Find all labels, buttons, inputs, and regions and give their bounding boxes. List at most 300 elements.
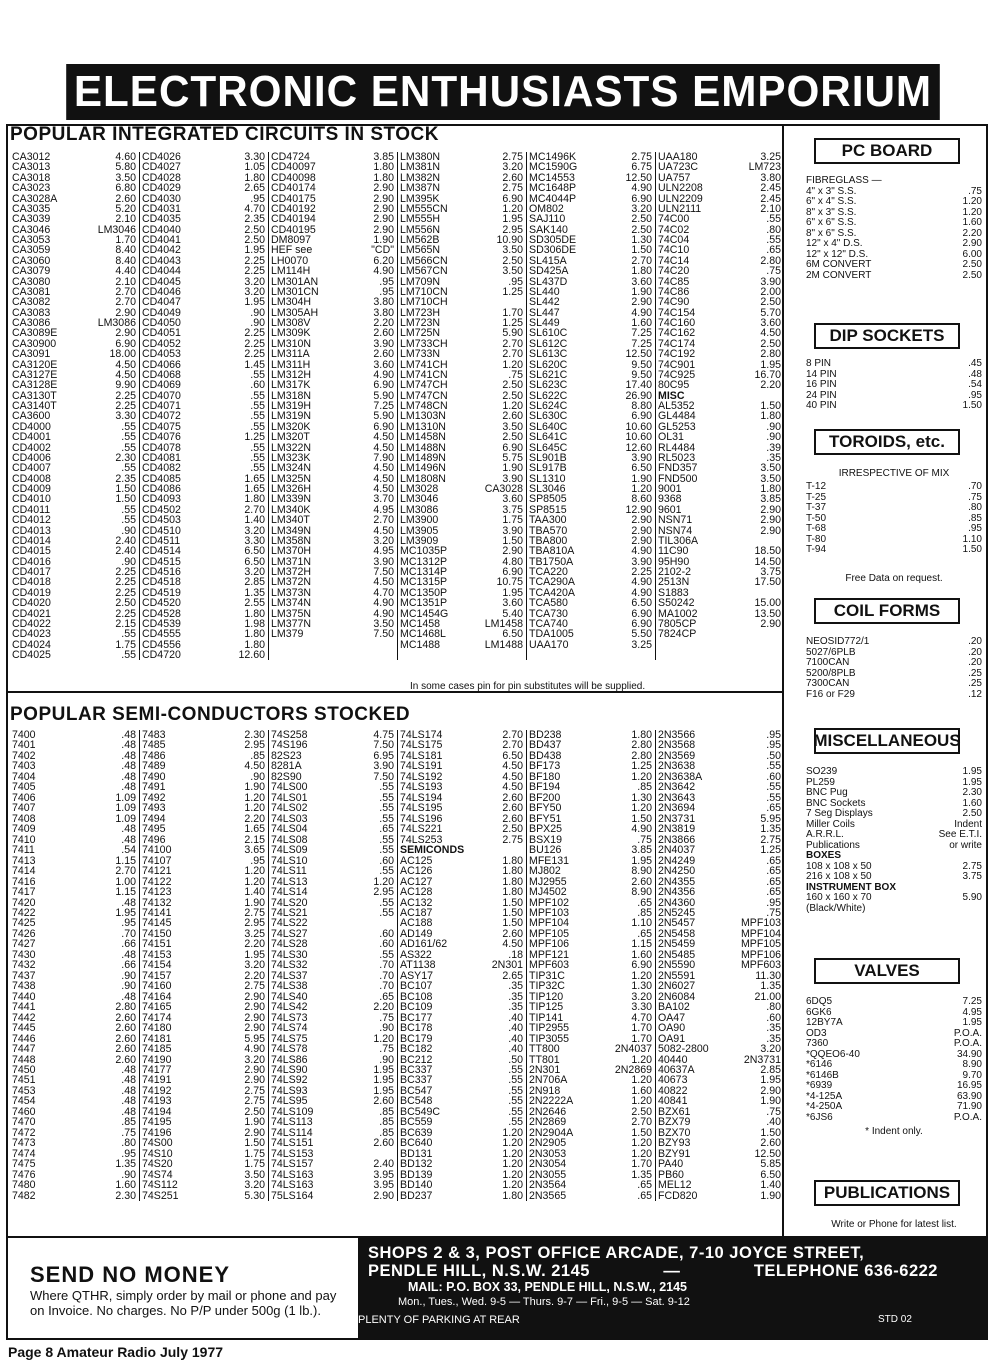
part-number: 7432 <box>12 960 36 971</box>
listing-row <box>400 887 523 897</box>
listing-row <box>658 629 781 639</box>
part-price: 1.35 <box>631 1169 652 1181</box>
listing-row <box>271 277 394 287</box>
part-price: 1.15 <box>115 855 136 867</box>
part-number: CD4520 <box>142 598 181 609</box>
part-price: .65 <box>637 1180 652 1191</box>
listing-row <box>142 256 265 266</box>
part-price: 2.50 <box>244 235 265 246</box>
part-price: 1.75 <box>244 1148 265 1160</box>
part-price: 2.25 <box>244 255 265 267</box>
listing-row <box>271 401 394 411</box>
listing-row <box>529 992 652 1002</box>
listing-row <box>658 183 781 193</box>
listing-row <box>12 793 136 803</box>
part-number: LM371N <box>271 556 312 567</box>
part-price: 5.95 <box>760 813 781 825</box>
listing-row <box>400 443 523 453</box>
part-price: 1.80 <box>502 887 523 898</box>
listing-row <box>658 835 781 845</box>
part-number: CA3089E <box>12 328 58 339</box>
listing-row <box>12 370 136 380</box>
part-number: SL440 <box>529 286 560 298</box>
part-price: 2.90 <box>760 618 781 630</box>
listing-row <box>271 194 394 204</box>
part-price: 1.65 <box>244 824 265 835</box>
part-number: 74LS28 <box>271 939 308 950</box>
part-price: 1.60 <box>631 318 652 329</box>
part-number: CD4006 <box>12 452 51 464</box>
part-price: 1.20 <box>631 1138 652 1149</box>
listing-row <box>529 183 652 193</box>
part-price: 1.60 <box>631 949 652 961</box>
listing-row <box>271 204 394 214</box>
part-number: 74LS92 <box>271 1075 308 1086</box>
part-number: 74LS109 <box>271 1106 314 1118</box>
part-price: 4.90 <box>631 183 652 194</box>
part-price: .60 <box>379 928 394 940</box>
part-price: 6.50 <box>502 629 523 640</box>
part-price: 1.35 <box>760 981 781 992</box>
item-price: 2.50 <box>962 808 982 819</box>
part-price: 10.75 <box>496 577 523 588</box>
part-price: 1.00 <box>115 876 136 888</box>
part-price: 2.90 <box>373 203 394 215</box>
part-number: CA3035 <box>12 203 51 215</box>
part-number: LM324N <box>271 463 312 474</box>
listing-row <box>658 814 781 824</box>
part-price: 2.75 <box>244 981 265 992</box>
part-number: 74LS37 <box>271 970 308 982</box>
part-number: 74LS00 <box>271 782 308 793</box>
sidebar-row <box>806 1018 982 1029</box>
part-price: .55 <box>250 369 265 381</box>
item-name: *6146B <box>806 1069 839 1081</box>
item-price: 71.90 <box>956 1101 982 1112</box>
listing-row <box>271 370 394 380</box>
part-number: CD4720 <box>142 650 181 661</box>
listing-row <box>658 1034 781 1044</box>
part-number: LM382N <box>400 172 441 184</box>
listing-row <box>400 328 523 338</box>
listing-row <box>400 463 523 473</box>
part-number: CD4076 <box>142 432 181 443</box>
part-price: 2.70 <box>115 286 136 298</box>
listing-row <box>142 1096 265 1106</box>
listing-row <box>400 588 523 598</box>
listing-row <box>12 214 136 224</box>
part-number: 74LS02 <box>271 803 308 814</box>
listing-row <box>400 173 523 183</box>
part-number: 95H90 <box>658 556 690 567</box>
part-price: 8.40 <box>115 245 136 256</box>
part-number: 7474 <box>12 1148 36 1160</box>
part-price: 2.70 <box>115 866 136 877</box>
listing-row <box>400 194 523 204</box>
listing-row <box>142 908 265 918</box>
part-price: 5.90 <box>502 328 523 339</box>
listing-row <box>12 339 136 349</box>
listing-row <box>12 391 136 401</box>
part-price: MPF603 <box>740 960 781 971</box>
part-price: 1.90 <box>631 473 652 484</box>
listing-row <box>529 318 652 328</box>
part-number: 7416 <box>12 876 36 888</box>
part-number: MISC <box>658 390 685 401</box>
listing-row <box>658 1044 781 1054</box>
part-number: 2N3819 <box>658 824 696 835</box>
part-price: 1.09 <box>115 792 136 804</box>
part-price: 6.90 <box>502 567 523 578</box>
part-price: 1.05 <box>244 162 265 173</box>
part-price: .55 <box>766 761 781 772</box>
listing-row <box>12 929 136 939</box>
part-price: 2.20 <box>760 380 781 391</box>
item-price: 6.00 <box>962 248 982 260</box>
listing-row <box>12 588 136 598</box>
part-price: 2.40 <box>373 1159 394 1170</box>
listing-row <box>271 588 394 598</box>
listing-row <box>400 318 523 328</box>
toroids-subtitle: IRRESPECTIVE OF MIX <box>838 468 950 479</box>
part-number: LM381N <box>400 162 441 173</box>
item-price: .70 <box>968 481 982 492</box>
part-price: 4.90 <box>244 1044 265 1055</box>
listing-row <box>271 577 394 587</box>
listing-row <box>271 526 394 536</box>
listing-row <box>142 401 265 411</box>
listing-row <box>658 1149 781 1159</box>
part-number: 7494 <box>142 813 166 825</box>
part-number: CA3012 <box>12 152 51 163</box>
item-price: .20 <box>968 657 982 668</box>
listing-row <box>400 950 523 960</box>
part-price: 4.50 <box>373 473 394 484</box>
part-number: 74LS40 <box>271 991 308 1003</box>
part-price: .75 <box>766 266 781 277</box>
part-number: LM325N <box>271 473 312 484</box>
part-price: 2.25 <box>244 328 265 339</box>
part-number: CD4012 <box>12 515 51 526</box>
part-price: 1.90 <box>760 1190 781 1202</box>
listing-row <box>271 1096 394 1106</box>
part-price: 3.80 <box>373 307 394 318</box>
listing-row <box>400 245 523 255</box>
part-price: 4.50 <box>760 328 781 339</box>
part-number: BC337 <box>400 1065 433 1076</box>
listing-row <box>658 1086 781 1096</box>
part-number: CD4022 <box>12 618 51 630</box>
listing-row <box>12 751 136 761</box>
part-price: 1.25 <box>244 432 265 443</box>
listing-row <box>400 918 523 928</box>
part-price: 2.60 <box>115 1012 136 1024</box>
listing-row <box>658 887 781 897</box>
item-name: PL259 <box>806 776 835 788</box>
listing-row <box>529 577 652 587</box>
part-number: CD4016 <box>12 556 51 567</box>
listing-row <box>12 360 136 370</box>
part-price: 3.30 <box>115 411 136 422</box>
item-price: P.O.A. <box>953 1038 982 1049</box>
coil-forms-title: COIL FORMS <box>814 598 960 624</box>
listing-row <box>142 349 265 359</box>
listing-row <box>658 939 781 949</box>
part-number: LM565N <box>400 245 441 256</box>
item-price: .45 <box>968 358 982 369</box>
sidebar-row <box>806 1050 982 1061</box>
part-number: 2N5485 <box>658 949 696 961</box>
part-number: 2N4356 <box>658 887 696 898</box>
listing-row <box>529 349 652 359</box>
item-name: 7300CAN <box>806 678 850 689</box>
part-number: SL645C <box>529 442 568 453</box>
listing-row <box>400 845 523 855</box>
part-number: BZX61 <box>658 1106 691 1118</box>
part-price: 2.35 <box>115 473 136 484</box>
part-number: TBA570 <box>529 525 568 536</box>
part-number: SL415A <box>529 255 567 267</box>
part-price: .65 <box>637 897 652 908</box>
listing-row <box>658 918 781 928</box>
listing-row <box>400 557 523 567</box>
listing-row <box>271 1159 394 1169</box>
part-number: 2N4250 <box>658 866 696 877</box>
sidebar-row <box>806 535 982 546</box>
part-number: 7480 <box>12 1180 36 1191</box>
part-number: 40841 <box>658 1096 688 1107</box>
part-number: 74C162 <box>658 328 696 339</box>
part-number: CD4511 <box>142 535 181 547</box>
part-number: 7420 <box>12 897 36 908</box>
part-price: 1.80 <box>373 162 394 173</box>
item-price: 2.30 <box>962 787 982 798</box>
part-price: 8.90 <box>631 866 652 877</box>
listing-row <box>271 1086 394 1096</box>
part-number: 74192 <box>142 1085 172 1097</box>
listing-row <box>142 629 265 639</box>
listing-row <box>142 845 265 855</box>
listing-row <box>529 463 652 473</box>
item-price: .25 <box>968 667 982 679</box>
listing-row <box>658 1170 781 1180</box>
listing-row <box>529 1107 652 1117</box>
part-price: 2.60 <box>502 928 523 940</box>
part-price: .48 <box>121 824 136 835</box>
part-price: 4.75 <box>373 730 394 741</box>
part-number: CA3059 <box>12 245 51 256</box>
part-number: BD437 <box>529 740 562 751</box>
part-price: 2.90 <box>760 1085 781 1097</box>
part-number: 74LS174 <box>400 730 443 741</box>
item-name: 108 x 108 x 50 <box>806 860 872 872</box>
item-name: 7360 <box>806 1038 829 1049</box>
part-number: 74C14 <box>658 255 690 267</box>
part-price: 2.70 <box>502 338 523 350</box>
listing-row <box>142 370 265 380</box>
part-number: BC640 <box>400 1138 433 1149</box>
part-number: CD4051 <box>142 328 181 339</box>
part-price: 6.90 <box>502 442 523 453</box>
part-price: .95 <box>766 897 781 908</box>
part-price: .55 <box>250 390 265 401</box>
part-number: BD237 <box>400 1190 433 1202</box>
part-price: 1.20 <box>502 203 523 215</box>
listing-row <box>142 453 265 463</box>
part-number: UA723C <box>658 162 699 173</box>
listing-row <box>658 339 781 349</box>
item-name: BNC Sockets <box>806 797 866 809</box>
part-price: 1.50 <box>760 1127 781 1139</box>
part-price: 6.50 <box>244 546 265 557</box>
part-price: 2.70 <box>373 515 394 526</box>
item-name: 2M CONVERT <box>806 269 872 281</box>
part-price: 2.60 <box>115 1044 136 1055</box>
listing-row <box>271 1170 394 1180</box>
listing-row <box>529 370 652 380</box>
part-price: .48 <box>121 834 136 846</box>
part-number: CD4052 <box>142 338 181 350</box>
item-name: BNC Pug <box>806 787 848 798</box>
listing-row <box>400 898 523 908</box>
listing-row <box>12 328 136 338</box>
part-price: 2.90 <box>244 1065 265 1076</box>
part-number: 2N2646 <box>529 1106 567 1118</box>
part-number: MC1454G <box>400 608 449 619</box>
part-number: LM555CN <box>400 203 448 215</box>
part-price: 2.30 <box>244 730 265 741</box>
listing-row <box>271 245 394 255</box>
part-price: 3.20 <box>244 525 265 536</box>
listing-row <box>142 308 265 318</box>
listing-row <box>12 845 136 855</box>
listing-row <box>529 411 652 421</box>
listing-row <box>142 1107 265 1117</box>
part-number: 9001 <box>658 484 682 495</box>
part-number: CD4019 <box>12 587 51 599</box>
listing-row <box>400 1170 523 1180</box>
part-price: 1.90 <box>244 1117 265 1128</box>
listing-row <box>658 349 781 359</box>
part-number: 74LS163 <box>271 1180 314 1191</box>
listing-row <box>658 505 781 515</box>
part-number: 2N6084 <box>658 991 696 1003</box>
part-number: LM1488N <box>400 442 446 453</box>
item-name: T-25 <box>806 491 827 503</box>
part-number: ULN2209 <box>658 193 703 204</box>
part-price: 1.50 <box>115 484 136 495</box>
part-number: 2102-2 <box>658 567 691 578</box>
part-number: 7486 <box>142 750 166 762</box>
part-number: LM305AH <box>271 307 319 318</box>
listing-row <box>142 505 265 515</box>
part-price: .55 <box>121 504 136 516</box>
part-price: 2N3731 <box>743 1054 781 1065</box>
listing-row <box>142 380 265 390</box>
listing-row <box>400 546 523 556</box>
part-price: .95 <box>121 918 136 929</box>
item-price: 1.60 <box>962 797 982 809</box>
listing-row <box>529 740 652 750</box>
listing-row <box>529 1034 652 1044</box>
listing-row <box>529 235 652 245</box>
part-number: 75LS164 <box>271 1190 314 1202</box>
part-number: SL917B <box>529 463 567 474</box>
part-number: 74C192 <box>658 349 696 360</box>
listing-row <box>271 380 394 390</box>
part-price: 3.25 <box>244 928 265 940</box>
listing-row <box>142 598 265 608</box>
opening-hours: Mon., Tues., Wed. 9-5 — Thurs. 9-7 — Fri., 9-5 — Sat. 9-12 <box>398 1296 690 1308</box>
part-number: 9368 <box>658 494 682 505</box>
part-number: LM747CN <box>400 390 448 401</box>
part-number: LM741CN <box>400 369 448 381</box>
listing-row <box>529 939 652 949</box>
part-number: CD4724 <box>271 152 310 163</box>
part-price: .55 <box>379 834 394 846</box>
publications-note: Write or Phone for latest list. <box>831 1219 957 1230</box>
item-name: 6" x 6" S.S. <box>806 217 857 228</box>
part-price: .55 <box>379 782 394 793</box>
listing-row <box>142 772 265 782</box>
part-price: 4.90 <box>373 608 394 619</box>
part-number: 74S258 <box>271 730 308 741</box>
part-price: 1.70 <box>631 1033 652 1045</box>
listing-row <box>271 751 394 761</box>
part-price: 1.80 <box>244 172 265 184</box>
part-number: CD4539 <box>142 618 181 630</box>
part-price: 3.50 <box>760 473 781 484</box>
sidebar-row <box>806 1060 982 1071</box>
listing-row <box>658 577 781 587</box>
listing-row <box>142 515 265 525</box>
part-price: 1.90 <box>760 1096 781 1107</box>
part-number: SL621C <box>529 369 568 381</box>
part-number: 74LS03 <box>271 813 308 825</box>
listing-row <box>142 1044 265 1054</box>
part-number: 74195 <box>142 1117 172 1128</box>
listing-row <box>12 256 136 266</box>
part-price: 12.60 <box>238 650 265 661</box>
listing-row <box>142 1065 265 1075</box>
item-price: .95 <box>968 389 982 401</box>
part-number: AC187 <box>400 907 433 919</box>
part-number: UA757 <box>658 172 691 184</box>
listing-row <box>271 929 394 939</box>
part-number: 7426 <box>12 928 36 940</box>
part-number: 7442 <box>12 1012 36 1024</box>
listing-row <box>12 1138 136 1148</box>
part-number: CD4025 <box>12 650 51 661</box>
listing-row <box>12 981 136 991</box>
part-price: 18.00 <box>109 349 136 360</box>
shop-address-line: SHOPS 2 & 3, POST OFFICE ARCADE, 7-10 JOYCE STREET, <box>368 1244 865 1262</box>
listing-row <box>658 609 781 619</box>
part-number: OL31 <box>658 432 684 443</box>
part-number: 2N3053 <box>529 1148 567 1160</box>
listing-row <box>529 918 652 928</box>
part-number: MC1350P <box>400 587 448 599</box>
listing-row <box>658 360 781 370</box>
part-price: 7.50 <box>373 740 394 751</box>
listing-row <box>658 1138 781 1148</box>
shop-location-line <box>368 1262 938 1281</box>
listing-row <box>529 803 652 813</box>
part-price: 6.90 <box>631 411 652 422</box>
listing-row <box>400 981 523 991</box>
item-name: INSTRUMENT BOX <box>806 881 896 893</box>
sidebar-row <box>806 271 982 282</box>
